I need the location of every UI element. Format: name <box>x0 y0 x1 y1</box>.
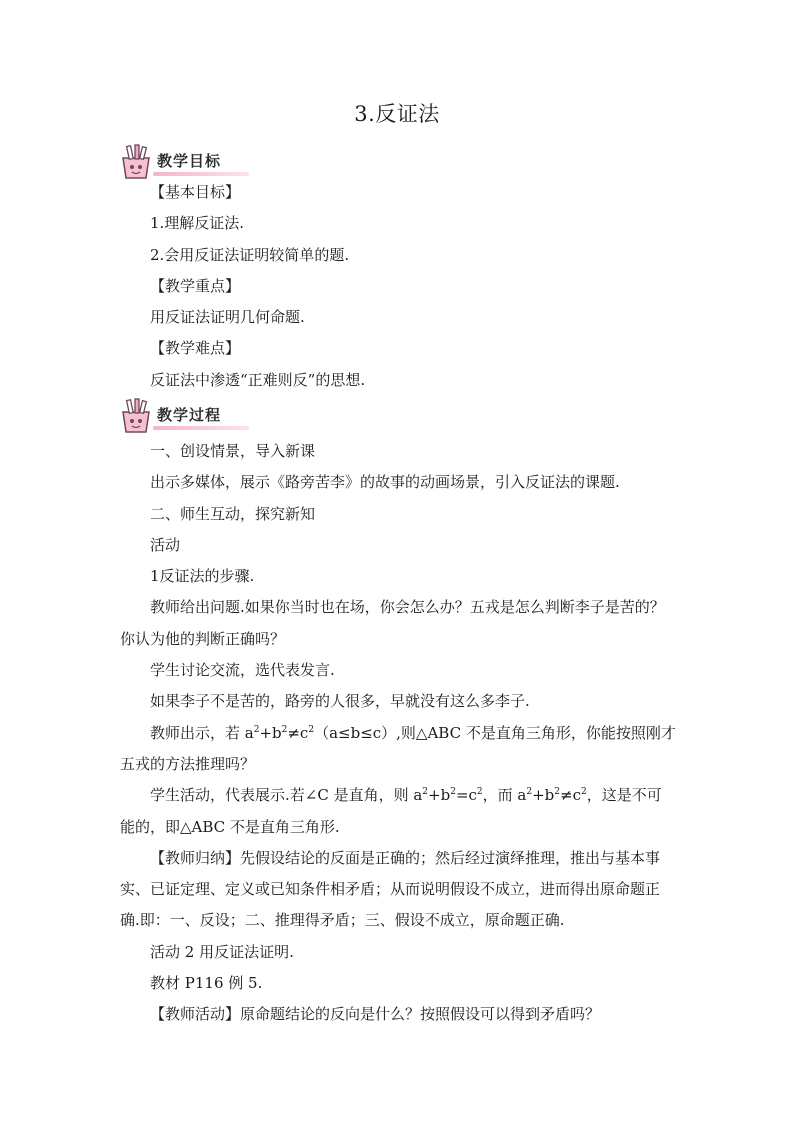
text-line: 学生讨论交流，选代表发言. <box>150 661 335 680</box>
text-line: 2.会用反证法证明较简单的题. <box>150 245 350 264</box>
text-line: 【教师活动】原命题结论的反向是什么？按照假设可以得到矛盾吗？ <box>150 1005 601 1024</box>
pencil-cup-icon <box>117 398 157 434</box>
text-line-teacher-show: 教师出示，若 $a^2+b^2\ne c^2(a\le b\le c)$,则△ABC 不是直角三角形，你能按照刚才五戎的方法推理吗？ <box>120 723 676 773</box>
text-line: 如果李子不是苦的，路旁的人很多，早就没有这么多李子. <box>150 692 530 711</box>
text-line: 【教师归纳】先假设结论的反面是正确的；然后经过演绎推理，推出与基本事实、已证定理、定义或已知条件相矛盾；从而说明假设不成立，进而得出原命题正确.即：一、反设；二、推理得矛盾；三、假设不成立，原命题正确. <box>120 848 661 930</box>
text-line: 【教学难点】 <box>150 339 241 358</box>
text-line: 1反证法的步骤. <box>150 567 255 586</box>
text-line: 【教学重点】 <box>150 276 241 295</box>
page-title: 3.反证法 <box>354 102 440 126</box>
text-line: 一、创设情景，导入新课 <box>150 442 316 460</box>
text-line: 用反证法证明几何命题. <box>150 308 305 327</box>
pencil-cup-icon <box>117 144 157 180</box>
section-heading-process <box>117 398 257 434</box>
text-line: 活动 <box>150 535 181 554</box>
text-line-student: 学生活动，代表展示.若∠C 是直角，则 $a^2+b^2=c^2$，而 $a^2+b^2\ne c^2$，这是不可能的，即△ABC 不是直角三角形. <box>120 786 662 836</box>
text-line: 教材 P116 例 5. <box>150 974 263 993</box>
text-line: 教师给出问题.如果你当时也在场，你会怎么办？五戎是怎么判断李子是苦的？你认为他的判断正确吗？ <box>120 598 665 648</box>
text-line: 【基本目标】 <box>150 183 241 201</box>
text-line: 反证法中渗透“正难则反”的思想. <box>150 370 366 389</box>
process-content <box>120 436 676 1031</box>
section-heading-label: 教学目标 <box>157 152 222 170</box>
section-heading-objectives <box>117 144 257 180</box>
text-line: 二、师生互动，探究新知 <box>150 504 316 523</box>
text-line: 1.理解反证法. <box>150 214 245 233</box>
text-line: 出示多媒体，展示《路旁苦李》的故事的动画场景，引入反证法的课题. <box>150 473 620 492</box>
text-line: 活动 2 用反证法证明. <box>150 942 294 961</box>
objectives-content <box>120 177 676 396</box>
section-heading-label: 教学过程 <box>157 406 222 424</box>
